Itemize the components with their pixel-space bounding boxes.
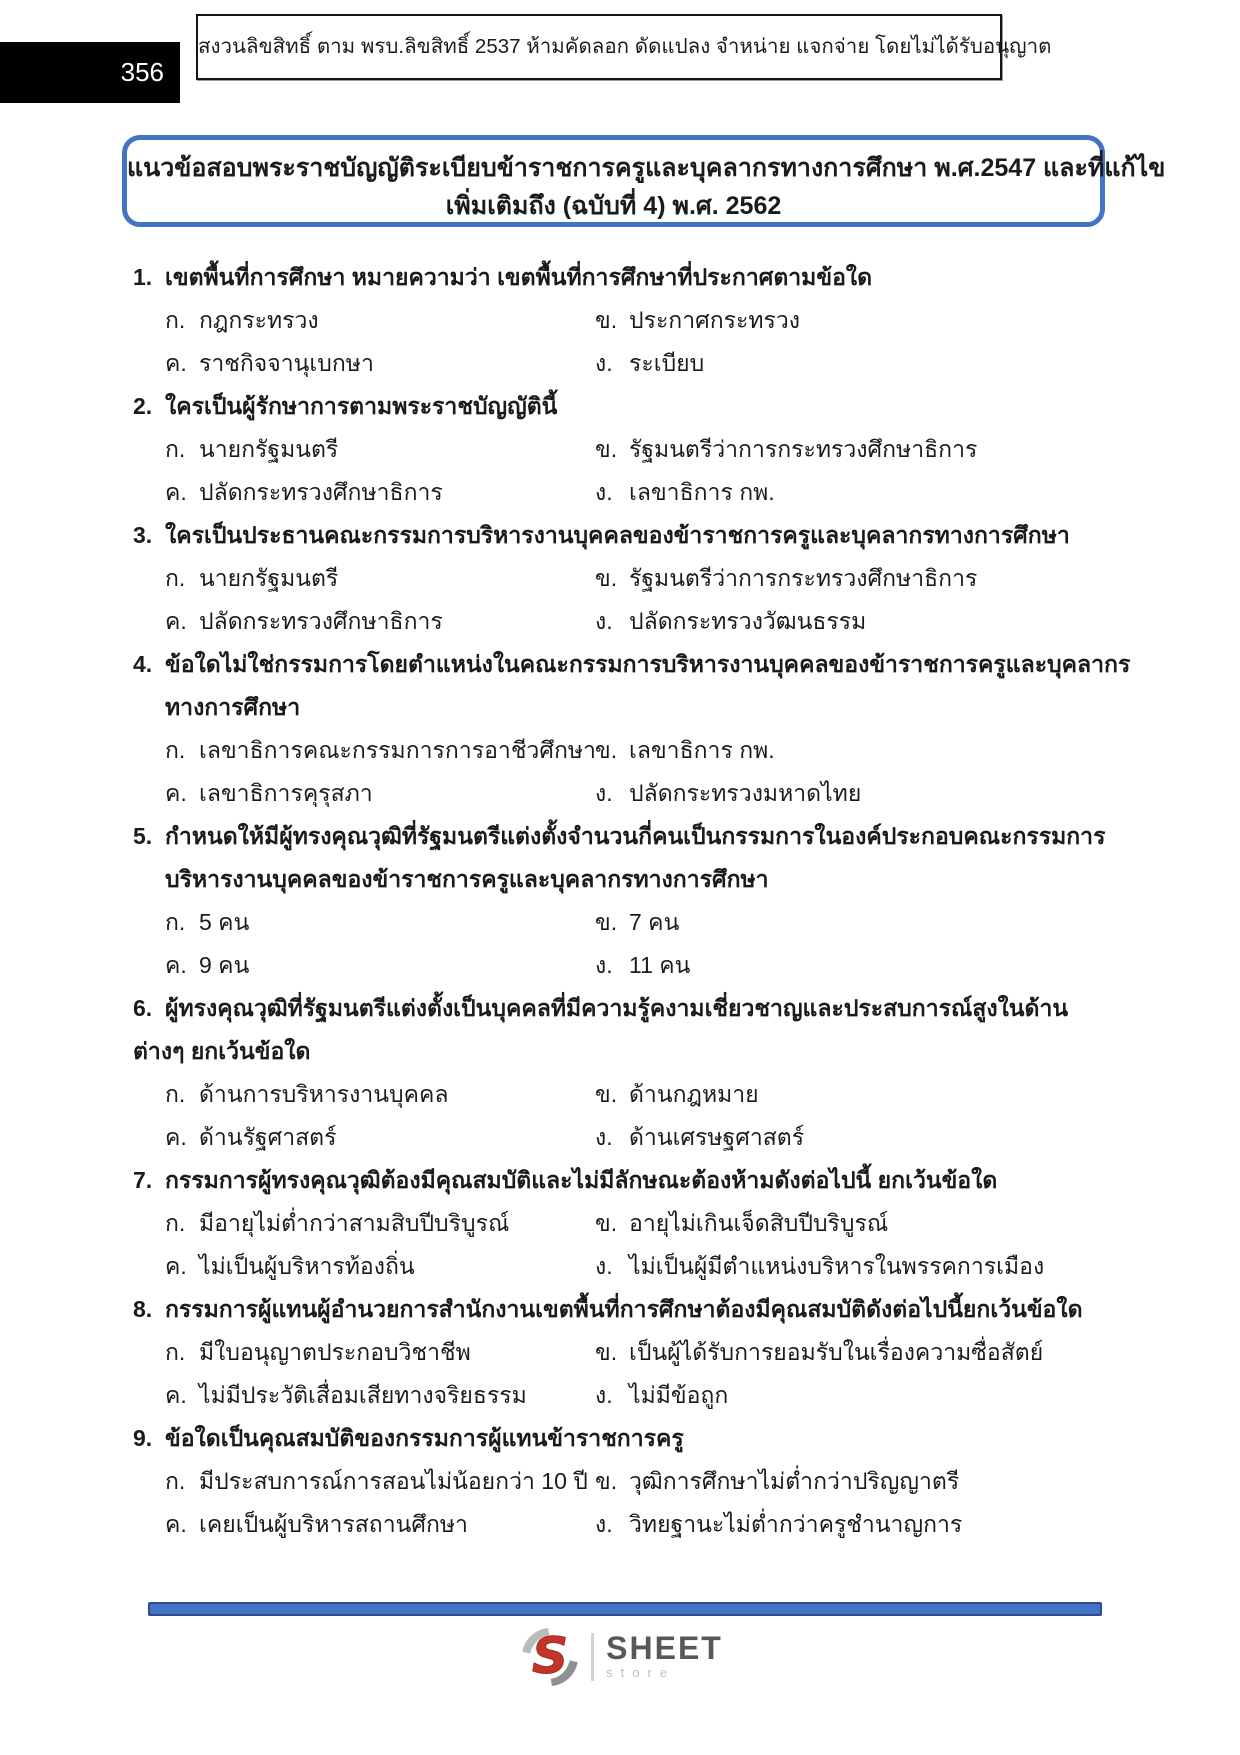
choice xyxy=(165,557,595,600)
choice-label: ง. xyxy=(595,1124,613,1150)
choice-label: ง. xyxy=(595,952,613,978)
question-text: กรรมการผู้ทรงคุณวุฒิต้องมีคุณสมบัติและไม่มีลักษณะต้องห้ามดังต่อไปนี้ ยกเว้นข้อใด xyxy=(165,1167,998,1193)
choice-text: ปลัดกระทรวงมหาดไทย xyxy=(629,780,862,806)
choice-label: ข. xyxy=(595,565,618,591)
choice xyxy=(595,1202,1133,1245)
s-mark-icon xyxy=(517,1624,583,1690)
choice-text: 5 คน xyxy=(199,909,250,935)
choice xyxy=(165,772,595,815)
choice xyxy=(165,944,595,987)
choice-text: เลขาธิการคณะกรรมการการอาชีวศึกษา xyxy=(199,737,596,763)
choice-text: เลขาธิการ กพ. xyxy=(629,737,775,763)
svg-text:S: S xyxy=(532,1625,569,1685)
question-number: 6. xyxy=(133,995,153,1021)
question-number: 3. xyxy=(133,522,153,548)
choice xyxy=(165,471,595,514)
choice-text: วุฒิการศึกษาไม่ต่ำกว่าปริญญาตรี xyxy=(629,1468,960,1494)
question-1 xyxy=(133,256,1133,385)
choice xyxy=(595,901,1133,944)
choice xyxy=(595,1331,1133,1374)
page-number-box xyxy=(0,42,180,103)
choice xyxy=(595,729,1133,772)
choice-text: ระเบียบ xyxy=(629,350,705,376)
question-text: เขตพื้นที่การศึกษา หมายความว่า เขตพื้นที่การศึกษาที่ประกาศตามข้อใด xyxy=(165,264,873,290)
choice-label: ก. xyxy=(165,436,186,462)
choice-label: ก. xyxy=(165,1468,186,1494)
question-8 xyxy=(133,1288,1133,1417)
choice-label: ข. xyxy=(595,307,618,333)
choice-text: ด้านกฎหมาย xyxy=(629,1081,759,1107)
choice-text: กฎกระทรวง xyxy=(199,307,319,333)
choice-text: ไม่มีประวัติเสื่อมเสียทางจริยธรรม xyxy=(199,1382,527,1408)
choice xyxy=(595,299,1133,342)
choice-label: ก. xyxy=(165,565,186,591)
question-number: 5. xyxy=(133,823,153,849)
question-text: ผู้ทรงคุณวุฒิที่รัฐมนตรีแต่งตั้งเป็นบุคคลที่มีความรู้คงามเชี่ยวชาญและประสบการณ์สูงในด้าน xyxy=(165,995,1069,1021)
choice-text: เคยเป็นผู้บริหารสถานศึกษา xyxy=(199,1511,468,1537)
choice xyxy=(595,557,1133,600)
question-2 xyxy=(133,385,1133,514)
choice-label: ง. xyxy=(595,479,613,505)
question-text: กำหนดให้มีผู้ทรงคุณวุฒิที่รัฐมนตรีแต่งตั้งจำนวนกี่คนเป็นกรรมการในองค์ประกอบคณะกรรมการ xyxy=(165,823,1106,849)
choice-label: ง. xyxy=(595,780,613,806)
choice-label: ค. xyxy=(165,1382,187,1408)
choice xyxy=(165,1245,595,1288)
sheet-store-logo xyxy=(0,1624,1240,1690)
question-4 xyxy=(133,643,1133,815)
choice-label: ค. xyxy=(165,350,187,376)
choice xyxy=(595,1116,1133,1159)
choice xyxy=(165,1331,595,1374)
question-text: ข้อใดเป็นคุณสมบัติของกรรมการผู้แทนข้าราชการครู xyxy=(165,1425,684,1451)
choice xyxy=(595,1460,1133,1503)
choice-text: 7 คน xyxy=(629,909,680,935)
choice-label: ข. xyxy=(595,1210,618,1236)
choice xyxy=(595,342,1133,385)
question-number: 9. xyxy=(133,1425,153,1451)
choice-label: ก. xyxy=(165,1081,186,1107)
choice-text: ปลัดกระทรวงศึกษาธิการ xyxy=(199,608,443,634)
choice-label: ง. xyxy=(595,1511,613,1537)
choice-label: ง. xyxy=(595,1253,613,1279)
exam-title-line2: เพิ่มเติมถึง (ฉบับที่ 4) พ.ศ. 2562 xyxy=(445,192,782,220)
choice xyxy=(595,1073,1133,1116)
choice xyxy=(165,299,595,342)
choice xyxy=(165,428,595,471)
question-number: 8. xyxy=(133,1296,153,1322)
choice-label: ก. xyxy=(165,737,186,763)
choice-label: ค. xyxy=(165,1253,187,1279)
choice xyxy=(595,471,1133,514)
choice xyxy=(165,342,595,385)
choice-label: ข. xyxy=(595,909,618,935)
choice xyxy=(165,1202,595,1245)
choice-label: ค. xyxy=(165,1124,187,1150)
question-text: ใครเป็นผู้รักษาการตามพระราชบัญญัตินี้ xyxy=(165,393,558,419)
choice-label: ง. xyxy=(595,608,613,634)
question-text: ใครเป็นประธานคณะกรรมการบริหารงานบุคคลของข้าราชการครูและบุคลากรทางการศึกษา xyxy=(165,522,1070,548)
choice-text: 9 คน xyxy=(199,952,250,978)
choice xyxy=(165,1116,595,1159)
choice-text: ด้านเศรษฐศาสตร์ xyxy=(629,1124,805,1150)
question-9 xyxy=(133,1417,1133,1546)
choice-label: ข. xyxy=(595,1081,618,1107)
choice xyxy=(165,1503,595,1546)
choice-text: เลขาธิการคุรุสภา xyxy=(199,780,373,806)
choice xyxy=(595,600,1133,643)
brand-name: SHEET xyxy=(606,1630,723,1666)
choice xyxy=(165,729,595,772)
choice xyxy=(165,1073,595,1116)
choice-label: ค. xyxy=(165,780,187,806)
choice-text: มีประสบการณ์การสอนไม่น้อยกว่า 10 ปี xyxy=(199,1468,588,1494)
choice xyxy=(595,944,1133,987)
question-5 xyxy=(133,815,1133,987)
question-number: 1. xyxy=(133,264,153,290)
question-number: 2. xyxy=(133,393,153,419)
choice-label: ค. xyxy=(165,952,187,978)
choice-text: นายกรัฐมนตรี xyxy=(199,565,339,591)
choice xyxy=(165,1460,595,1503)
choice-text: ด้านรัฐศาสตร์ xyxy=(199,1124,337,1150)
choice-label: ข. xyxy=(595,1339,618,1365)
choice-text: อายุไม่เกินเจ็ดสิบปีบริบูรณ์ xyxy=(629,1210,889,1236)
choice xyxy=(165,600,595,643)
choice-text: เป็นผู้ได้รับการยอมรับในเรื่องความซื่อสัตย์ xyxy=(629,1339,1044,1365)
question-3 xyxy=(133,514,1133,643)
choice xyxy=(595,1374,1133,1417)
choice-text: 11 คน xyxy=(629,952,691,978)
question-list xyxy=(133,256,1133,1546)
exam-title-line1: แนวข้อสอบพระราชบัญญัติระเบียบข้าราชการครูและบุคลากรทางการศึกษา พ.ศ.2547 และที่แก้ไข xyxy=(127,154,1166,182)
choice-text: ราชกิจจานุเบกษา xyxy=(199,350,374,376)
choice xyxy=(595,772,1133,815)
choice-label: ข. xyxy=(595,436,618,462)
choice-label: ค. xyxy=(165,608,187,634)
choice-label: ก. xyxy=(165,307,186,333)
question-7 xyxy=(133,1159,1133,1288)
choice-text: วิทยฐานะไม่ต่ำกว่าครูชำนาญการ xyxy=(629,1511,963,1537)
choice-text: มีใบอนุญาตประกอบวิชาชีพ xyxy=(199,1339,471,1365)
choice-label: ค. xyxy=(165,479,187,505)
choice-text: มีอายุไม่ต่ำกว่าสามสิบปีบริบูรณ์ xyxy=(199,1210,510,1236)
copyright-box xyxy=(196,14,1052,80)
exam-title-box xyxy=(122,135,1166,227)
copyright-text: สงวนลิขสิทธิ์ ตาม พรบ.ลิขสิทธิ์ 2537 ห้ามคัดลอก ดัดแปลง จำหน่าย แจกจ่าย โดยไม่ได้รับอนุญาต xyxy=(198,35,1052,58)
choice xyxy=(595,1245,1133,1288)
choice-text: ด้านการบริหารงานบุคคล xyxy=(199,1081,449,1107)
choice-label: ง. xyxy=(595,350,613,376)
choice xyxy=(165,1374,595,1417)
choice-label: ข. xyxy=(595,1468,618,1494)
choice xyxy=(165,901,595,944)
page-number: 356 xyxy=(120,57,164,87)
question-6 xyxy=(133,987,1133,1159)
question-text: กรรมการผู้แทนผู้อำนวยการสำนักงานเขตพื้นที่การศึกษาต้องมีคุณสมบัติดังต่อไปนี้ยกเว้นข้อใด xyxy=(165,1296,1083,1322)
question-number: 7. xyxy=(133,1167,153,1193)
choice-text: นายกรัฐมนตรี xyxy=(199,436,339,462)
choice-label: ก. xyxy=(165,1339,186,1365)
choice xyxy=(595,428,1133,471)
choice-text: ไม่เป็นผู้บริหารท้องถิ่น xyxy=(199,1253,415,1279)
choice-text: ปลัดกระทรวงศึกษาธิการ xyxy=(199,479,443,505)
question-number: 4. xyxy=(133,651,153,677)
choice-label: ข. xyxy=(595,737,618,763)
question-text: ข้อใดไม่ใช่กรรมการโดยตำแหน่งในคณะกรรมการบริหารงานบุคคลของข้าราชการครูและบุคลากร xyxy=(165,651,1131,677)
logo-divider xyxy=(591,1633,594,1681)
choice-label: ค. xyxy=(165,1511,187,1537)
footer-divider-line xyxy=(148,1602,1102,1616)
brand-subtitle: store xyxy=(606,1665,676,1680)
choice-label: ง. xyxy=(595,1382,613,1408)
choice-text: เลขาธิการ กพ. xyxy=(629,479,775,505)
choice-text: ไม่มีข้อถูก xyxy=(629,1382,729,1408)
choice-label: ก. xyxy=(165,909,186,935)
choice-text: รัฐมนตรีว่าการกระทรวงศึกษาธิการ xyxy=(629,565,978,591)
choice-text: ประกาศกระทรวง xyxy=(629,307,801,333)
choice-text: ปลัดกระทรวงวัฒนธรรม xyxy=(629,608,867,634)
choice-text: รัฐมนตรีว่าการกระทรวงศึกษาธิการ xyxy=(629,436,978,462)
choice xyxy=(595,1503,1133,1546)
choice-label: ก. xyxy=(165,1210,186,1236)
question-text-cont: ต่างๆ ยกเว้นข้อใด xyxy=(133,1038,311,1064)
question-text-cont: บริหารงานบุคคลของข้าราชการครูและบุคลากรทางการศึกษา xyxy=(165,866,769,892)
question-text-cont: ทางการศึกษา xyxy=(165,694,301,720)
choice-text: ไม่เป็นผู้มีตำแหน่งบริหารในพรรคการเมือง xyxy=(629,1253,1045,1279)
